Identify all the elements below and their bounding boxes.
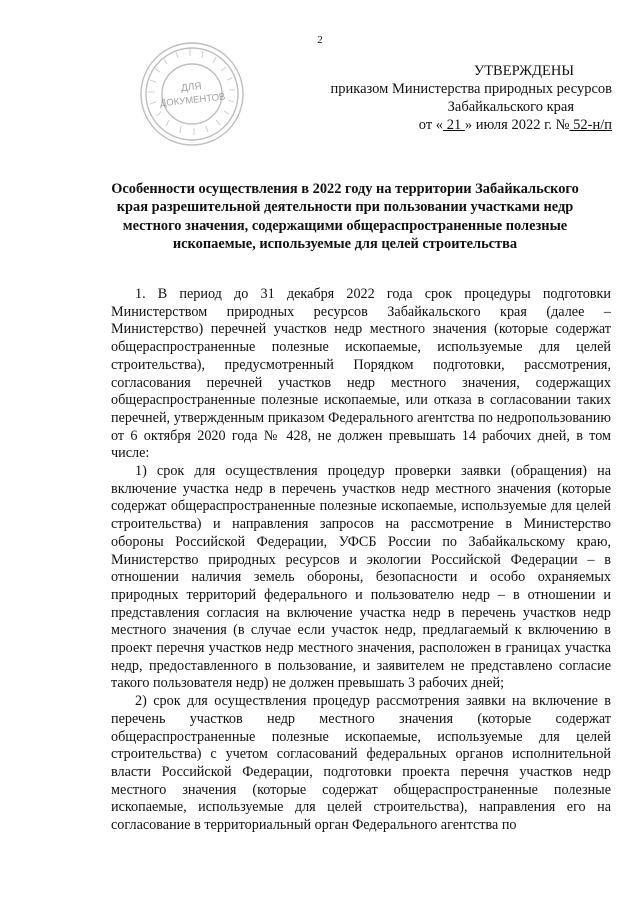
svg-text:ДОКУМЕНТОВ: ДОКУМЕНТОВ xyxy=(159,91,226,110)
page-number: 2 xyxy=(317,34,323,46)
approval-line-1: приказом Министерства природных ресурсов xyxy=(330,81,612,97)
svg-text:ДЛЯ: ДЛЯ xyxy=(180,80,203,95)
seal-stamp xyxy=(138,40,246,148)
order-number: 52-н/п xyxy=(569,117,612,133)
date-prefix: от « xyxy=(418,117,444,133)
approval-line-2: Забайкальского края xyxy=(447,99,574,115)
approval-heading: УТВЕРЖДЕНЫ xyxy=(473,63,574,79)
paragraph-1-item-1: 1) срок для осуществления процедур проверки заявки (обращения) на включение участка недр в перечень участков недр местного значения (которые содержат общераспространенные полезные ископаемые, используемые для целей строительства) и направления запросов на рассмотрение в Министерство обороны Российской Федерации, УФСБ России по Забайкальскому краю, Министерство природных ресурсов и экологии Российской Федерации – в отношении наличия земель обороны, безопасности и особо охраняемых природных территорий федерального и пользователю недр – в отношении и представления согласия на включение участка недр в перечень участков недр местного значения (в случае если участок недр, предлагаемый к включению в проект перечня участков недр местного значения, расположен в границах участка недр, предоставленного в пользование, и заявителем не представлено согласие такого пользователя недр) не должен превышать 3 рабочих дней; xyxy=(111,463,611,692)
date-middle: » июля 2022 г. № xyxy=(464,117,570,133)
approval-block xyxy=(300,62,612,134)
document-body xyxy=(111,286,611,835)
paragraph-1-item-2: 2) срок для осуществления процедур рассмотрения заявки на включение в перечень участков недр местного значения (которые содержат общераспространенные полезные ископаемые, используемые для целей строительства) с учетом согласований федеральных органов исполнительной власти Российской Федерации, подготовки проекта перечня участков недр местного значения (которые содержат общераспространенные полезные ископаемые, используемые для целей строительства), направления его на согласование в территориальный орган Федерального агентства по xyxy=(111,693,611,834)
approval-date-line xyxy=(300,116,612,134)
document-title: Особенности осуществления в 2022 году на территории Забайкальского края разрешительной деятельности при пользовании участками недр местного значения, содержащими общераспространенные полезные ископаемые, используемые для целей строительства xyxy=(111,181,579,253)
date-day: 21 xyxy=(443,117,465,133)
paragraph-1: 1. В период до 31 декабря 2022 года срок процедуры подготовки Министерством природных ресурсов Забайкальского края (далее – Министерство) перечней участков недр местного значения (которые содержат общераспространенные полезные ископаемые, используемые для целей строительства), предусмотренный Порядком подготовки, рассмотрения, согласования перечней участков недр местного значения, содержащих общераспространенные полезные ископаемые, или отказа в согласовании таких перечней, утвержденным приказом Федерального агентства по недропользованию от 6 октября 2020 года № 428, не должен превышать 14 рабочих дней, в том числе: xyxy=(111,286,611,462)
